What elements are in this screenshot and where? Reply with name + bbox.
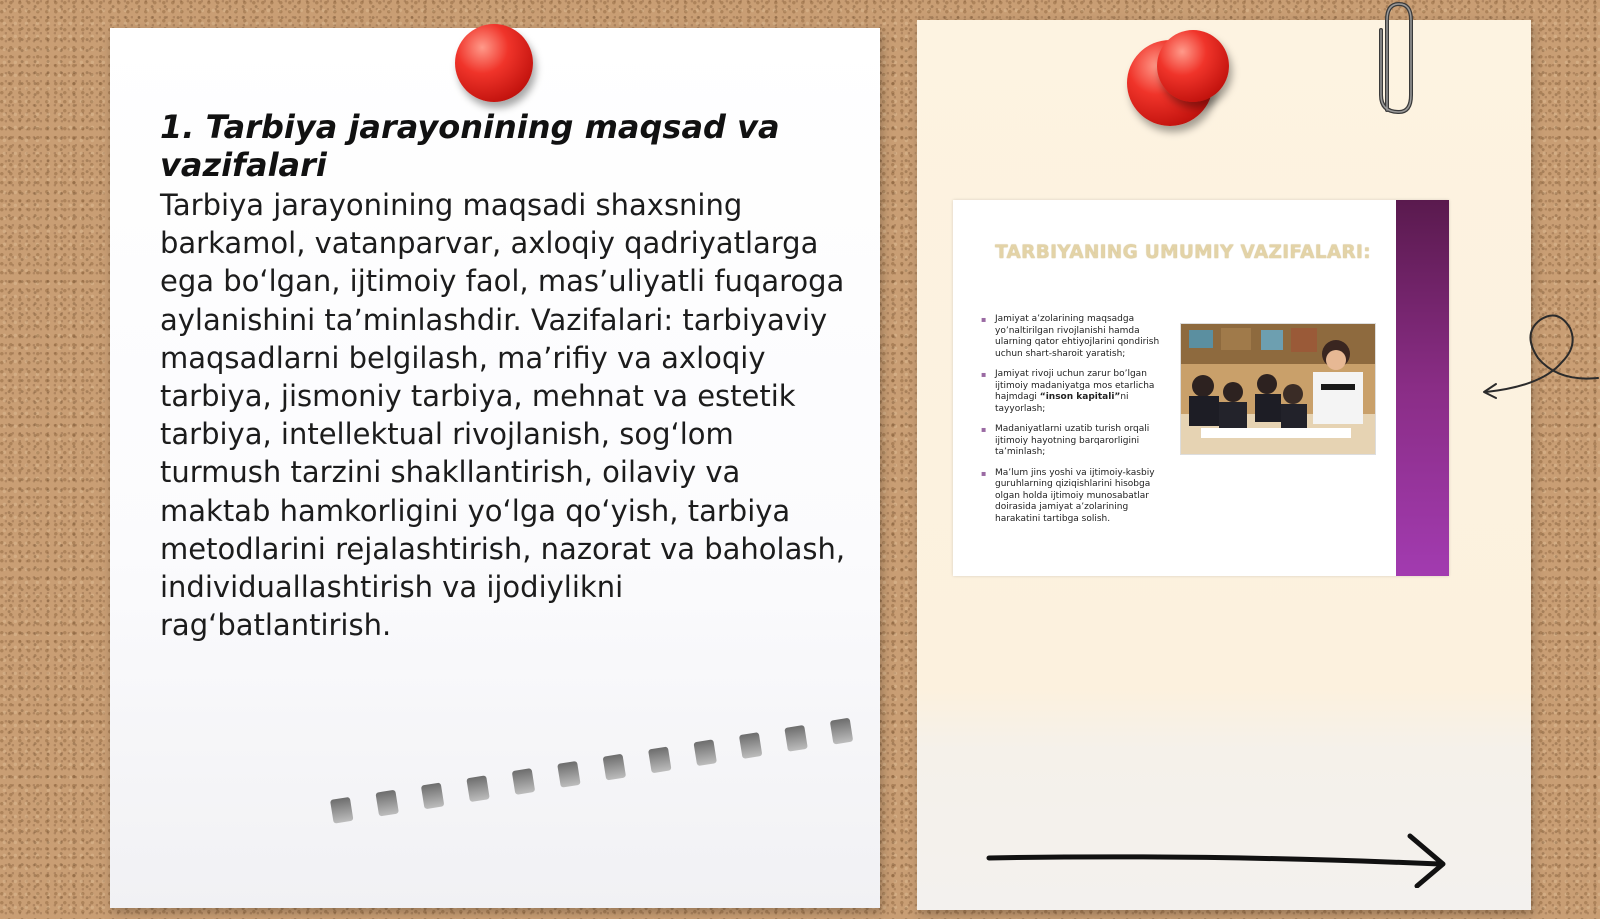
red-pushpin-icon (455, 24, 533, 102)
slide-accent-bar (1396, 200, 1449, 576)
slide-bullet: ▪ Jamiyat rivoji uchun zarur bo’lgan ijtimoiy madaniyatga mos etarlicha hajmdagi “inson kapitali”ni tayyorlash; (979, 369, 1169, 415)
hand-drawn-loop-arrow (1478, 300, 1600, 410)
embedded-slide (953, 200, 1449, 576)
slide-bullet: ▪ Madaniyatlarni uzatib turish orqali ijtimoiy hayotning barqarorligini ta’minlash; (979, 424, 1169, 459)
paperclip-icon (1373, 0, 1423, 125)
slide-bullet: ▪ Jamiyat a’zolarining maqsadga yo’naltirilgan rivojlanishi hamda ularning qator ehtiyojlarini qondirish uchun shart-sharoit yaratish; (979, 314, 1169, 360)
red-pushpin-icon (1157, 30, 1229, 102)
slide-title: TARBIYANING UMUMIY VAZIFALARI: (995, 242, 1371, 263)
arrow-right-icon (985, 828, 1455, 888)
slide-bullet-list (979, 314, 1169, 534)
page-heading: 1. Tarbiya jarayonining maqsad va vazifalari (160, 108, 780, 184)
body-paragraph: Tarbiya jarayonining maqsadi shaxsning barkamol, vatanparvar, axloqiy qadriyatlarga ega bo‘lgan, ijtimoiy faol, mas’uliyatli fuqaroga aylanishini ta’minlashdir. Vazifalari: tarbiyaviy maqsadlarni belgilash, ma’rifiy va axloqiy tarbiya, jismoniy tarbiya, mehnat va estetik tarbiya, intellektual rivojlanish, sog‘lom turmush tarzini shakllantirish, oilaviy va maktab hamkorligini yo‘lga qo‘yish, tarbiya metodlarini rejalashtirish, nazorat va baholash, individuallashtirish va ijodiylikni rag‘batlantirish. (160, 188, 846, 643)
slide-bullet: ▪ Ma’lum jins yoshi va ijtimoiy-kasbiy guruhlarning qiziqishlarini hisobga olgan holda ijtimoiy munosabatlar doirasida jamiyat a’zolarining harakatini tartibga solish. (979, 468, 1169, 526)
classroom-photo (1180, 323, 1376, 455)
